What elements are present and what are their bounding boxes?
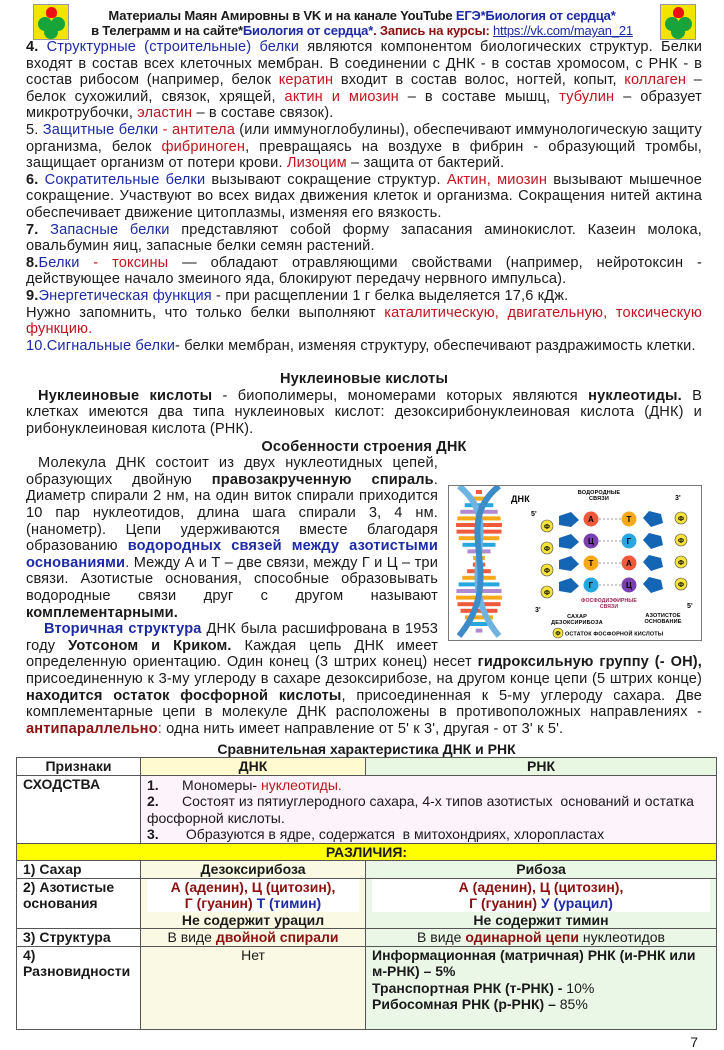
text-run: – в составе мышц,	[398, 88, 560, 105]
dna-label: ДНК	[511, 494, 530, 505]
header-line-2	[70, 23, 654, 38]
protein-function-paragraph	[26, 172, 702, 222]
table-row-differences	[17, 843, 717, 861]
dna-note: Не содержит урацил	[181, 911, 325, 928]
text-run: – образует микротрубочки,	[26, 88, 702, 122]
text-run: представляют собой форму запасания аминокислот. Казеин молока, овальбумин яиц, запасные белки семян растений.	[26, 221, 702, 255]
text-run: одинарной цепи	[465, 929, 579, 946]
table-row-sugar	[17, 861, 717, 879]
phosphate-letter: Ф	[543, 590, 551, 598]
dna-value	[141, 929, 366, 947]
phosphodiester-label: ФОСФОДИЭФИРНЫЕ	[581, 598, 637, 605]
protein-function-paragraph	[26, 288, 702, 305]
text-run: Актин, миозин	[446, 171, 548, 188]
row-label: 2) Азотистые основания	[17, 878, 141, 929]
table-row-similarities	[17, 775, 717, 843]
text-run: тубулин	[559, 88, 615, 105]
row-label: 4) Разновидности	[17, 946, 141, 1029]
text-run: Информационная (матричная) РНК (и-РНК или м-РНК) – 5%	[372, 946, 696, 980]
phosphate-letter: Ф	[677, 538, 685, 546]
base-letter: Ц	[626, 581, 632, 591]
base-label: АЗОТИСТОЕ	[645, 613, 681, 620]
header-channel: ЕГЭ*Биология от сердца*	[455, 8, 616, 23]
text-run: Защитные белки	[42, 121, 159, 138]
base-label: ОСНОВАНИЕ	[644, 619, 682, 626]
text-run: - биополимеры, мономерами которых являются	[212, 387, 589, 404]
text-run: 6.	[26, 171, 45, 188]
text-run: вызывают мышечное сокращение. Участвуют во всех видах движения клеток и организма. Сокращения нитей актина обеспечивает движение цитоплазмы, изменяя его вязкость.	[26, 171, 702, 221]
dna-rna-comparison-table	[16, 741, 717, 1030]
text-run: Г (гуанин)	[469, 895, 541, 912]
table-header-row	[17, 758, 717, 776]
sugar-pentagon	[559, 534, 579, 549]
phosphate-letter: Ф	[543, 546, 551, 554]
text-run: Мономеры-	[158, 776, 261, 793]
table-row-kinds	[17, 946, 717, 1029]
protein-function-paragraph	[26, 338, 702, 355]
nucleic-section	[26, 371, 702, 737]
text-run: - токсины	[79, 254, 169, 271]
text-run: 5.	[26, 121, 43, 138]
table-row-structure	[17, 929, 717, 947]
text-run: ДНК была расшифрована в 1953 году	[26, 621, 438, 654]
text-run: 10.Сигнальные белки	[26, 337, 176, 354]
text-run: Транспортная РНК (т-РНК) -	[372, 979, 567, 996]
logo-left	[33, 4, 69, 40]
protein-functions	[26, 39, 702, 354]
base-pair-rung	[476, 629, 483, 633]
text-run: .	[125, 554, 130, 571]
phosphate-letter: Ф	[543, 568, 551, 576]
sugar-pentagon	[559, 556, 579, 571]
text-run: - при расщеплении 1 г белка выделяется 17,6 кДж.	[211, 287, 569, 304]
text-run: являются компонентом биологических структур. Белки входят в состав всех клеточных мембран. В соединении с ДНК - в состав хромосом, с РНК - в состав рибосом (например, белок	[26, 39, 702, 89]
text-run: А (аденин), Ц (цитозин),	[458, 878, 624, 895]
dna-structure-figure	[448, 485, 702, 641]
text-run: 7.	[26, 221, 51, 238]
text-run: находится остаток фосфорной кислоты	[26, 687, 342, 704]
text-run: Рибосомная РНК (р-РНК) –	[372, 996, 560, 1013]
text-run: гидроксильную группу (- ОН),	[477, 654, 702, 671]
text-run: двойной спирали	[215, 929, 339, 946]
text-run: , превращаясь на воздухе в фибрин - образующий тромбы, защищает организм от потери крови.	[26, 138, 703, 172]
text-run: 2.	[147, 793, 159, 810]
header-line-1	[70, 8, 654, 23]
row-label: СХОДСТВА	[17, 775, 141, 843]
protein-function-paragraph	[26, 122, 702, 172]
col-header-rna: РНК	[366, 758, 717, 776]
five-prime-label: 5'	[531, 511, 537, 519]
text-run: 85%	[559, 996, 588, 1013]
text-run: У (урацил)	[540, 895, 613, 912]
three-prime-label: 3'	[535, 607, 541, 615]
text-run: – защита от бактерий.	[346, 155, 505, 172]
text-run: Лизоцим	[286, 155, 347, 172]
base-letter: А	[626, 559, 632, 569]
base-letter: Т	[626, 515, 632, 525]
text-run: 1.	[147, 776, 159, 793]
sugar-label: ДЕЗОКСИРИБОЗА	[551, 620, 603, 627]
row-label: 3) Структура	[17, 929, 141, 947]
text-run: нуклеотидов	[579, 929, 665, 946]
rna-value	[366, 878, 717, 929]
text-run: Белки	[38, 254, 80, 271]
base-pair-rung	[470, 622, 487, 626]
text-run: Запасные белки	[50, 221, 170, 238]
text-run: Вторичная структура	[44, 621, 202, 638]
five-prime-label: 5'	[687, 603, 693, 611]
text-run: входит в состав волос, ногтей, копыт,	[333, 72, 625, 89]
logo-right	[660, 4, 696, 40]
text-run: 9.	[26, 287, 39, 304]
text-run: фибриноген	[161, 138, 246, 155]
text-run: нуклеотиды.	[260, 776, 342, 793]
rna-value	[366, 946, 717, 1029]
phosphate-letter: Ф	[555, 631, 561, 638]
sugar-pentagon	[643, 533, 663, 549]
text-run: - белки мембран, изменяя структуру, обеспечивают раздражимость клетки.	[175, 337, 696, 354]
phosphate-letter: Ф	[677, 582, 685, 590]
text-run: , присоединенная к 5-му углероду сахара. Две комплементарные цепи в молекуле ДНК расположены в противоположных направлениях -	[26, 687, 702, 721]
text-run: кератин	[278, 72, 334, 89]
similarity-item	[147, 777, 710, 794]
rna-value	[366, 929, 717, 947]
text-run: 10%	[566, 979, 595, 996]
phosphate-letter: Ф	[543, 524, 551, 532]
base-letter: Т	[588, 559, 594, 569]
text-run: правозакрученную спираль	[211, 471, 434, 488]
text-run: (или иммуноглобулины), обеспечивают иммунологическую защиту организма, белок	[26, 121, 702, 155]
text-run: В виде	[417, 929, 466, 946]
base-letter: А	[588, 515, 594, 525]
text-run: 8.	[26, 254, 39, 271]
text-run: Т (тимин)	[256, 895, 322, 912]
text-run: коллаген	[624, 72, 687, 89]
text-run: Нуклеиновые кислоты	[38, 387, 213, 404]
text-run: В виде	[167, 929, 216, 946]
sugar-pentagon	[559, 512, 579, 527]
text-run: Сократительные белки	[44, 171, 206, 188]
sugar-pentagon	[643, 511, 663, 527]
rna-note: Не содержит тимин	[473, 911, 609, 928]
page-content	[23, 39, 703, 1050]
helix-strand	[459, 486, 499, 636]
text-run: Состоят из пятиуглеродного сахара, 4-х типов азотистых оснований и остатка фосфорной кислоты.	[147, 793, 698, 826]
base-pair-rung	[476, 490, 482, 494]
dna-value	[141, 878, 366, 929]
text-run: Образуются в ядре, содержатся в митохондриях, хлоропластах	[158, 826, 605, 843]
table-row-bases	[17, 878, 717, 929]
text-run: 4.	[26, 39, 47, 55]
text-run: А (аденин), Ц (цитозин),	[170, 878, 336, 895]
text-run: Нужно запомнить, что только белки выполняют	[26, 304, 385, 321]
header-text: в Телеграмм и на сайте*	[91, 23, 243, 38]
text-run: Энергетическая функция	[38, 287, 212, 304]
text-run: нуклеотиды.	[588, 387, 682, 404]
text-run: комплементарными.	[26, 604, 179, 621]
dna-bases	[147, 879, 359, 912]
text-run: вызывают сокращение структур.	[205, 171, 447, 188]
table-title: Сравнительная характеристика ДНК и РНК	[217, 741, 516, 758]
rna-value: Рибоза	[366, 861, 717, 879]
dna-diagram	[449, 486, 701, 640]
sugar-label: САХАР	[567, 614, 587, 621]
text-run: актин и миозин	[284, 88, 399, 105]
dna-title: Особенности строения ДНК	[261, 438, 467, 455]
text-run: . Диаметр спирали 2 нм, на один виток спирали приходится 10 пар нуклеотидов, длина шага спирали 3, 4 нм. (нанометр). Цепи удерживаются вместе благодаря образованию	[26, 471, 439, 555]
protein-function-paragraph	[26, 39, 702, 122]
text-run: Каждая цепь ДНК имеет определенную ориентацию. Один конец (3 штрих конец) несет	[26, 637, 478, 671]
text-run: - антитела	[158, 121, 235, 138]
text-run: Структурные (строительные) белки	[46, 39, 300, 55]
header-courses: . Запись на курсы:	[373, 23, 494, 38]
text-run: :	[157, 720, 162, 737]
protein-function-paragraph	[26, 255, 702, 288]
text-run: Г (гуанин)	[184, 895, 257, 912]
text-run: каталитическую, двигательную, токсическую функцию.	[26, 304, 702, 338]
text-run: – в составе связок).	[192, 105, 334, 122]
header-site: Биология от сердца*	[242, 23, 374, 38]
phosphate-letter: Ф	[677, 516, 685, 524]
header-text: Материалы Маян Амировны в VK и на канале YouTube	[108, 8, 456, 23]
protein-function-paragraph	[26, 222, 702, 255]
text-run: Уотсоном и Криком.	[68, 637, 232, 654]
base-letter: Г	[588, 581, 594, 591]
row-label: 1) Сахар	[17, 861, 141, 879]
differences-header: РАЗЛИЧИЯ:	[17, 843, 717, 861]
dna-value: Нет	[141, 946, 366, 1029]
text-run: Молекула ДНК состоит из двух нуклеотидных цепей, образующих двойную	[26, 455, 438, 488]
base-pair-rung	[465, 503, 494, 507]
hydrogen-bonds-label: ВОДОРОДНЫЕ	[577, 490, 621, 497]
hydrogen-bonds-label: СВЯЗИ	[589, 496, 609, 503]
similarities-list	[141, 775, 717, 843]
text-run: – белок сухожилий, связок, хрящей,	[26, 72, 702, 105]
text-run: Между А и Т – две связи, между Г и Ц – три связи. Азотистые основания, способные образовывать водородные связи друг с другом называют	[26, 554, 438, 604]
base-letter: Ц	[588, 537, 594, 547]
text-run: присоединенную к 3-му углероду в сахаре дезоксирибозе, на другом конце цепи (5 штрих конце)	[26, 670, 702, 687]
dna-value: Дезоксирибоза	[141, 861, 366, 879]
col-header-features: Признаки	[17, 758, 141, 776]
sugar-pentagon	[643, 577, 663, 593]
sugar-pentagon	[643, 555, 663, 571]
section-title: Нуклеиновые кислоты	[279, 371, 449, 388]
text-run: эластин	[137, 105, 193, 122]
phosphate-legend: ОСТАТОК ФОСФОРНОЙ КИСЛОТЫ	[565, 631, 664, 638]
three-prime-label: 3'	[675, 495, 681, 503]
vk-link[interactable]: https://vk.com/mayan_21	[493, 23, 633, 38]
text-run: 3.	[147, 826, 159, 843]
similarity-item	[147, 826, 710, 843]
base-pair-rung	[461, 609, 498, 613]
nucleic-intro	[26, 388, 702, 438]
text-run: В клетках имеются два типа нуклеиновых кислот: дезоксирибонуклеиновая кислота (ДНК) и рибонуклеиновая кислота (РНК).	[26, 387, 702, 438]
text-run: — обладают отравляющими свойствами (например, нейротоксин - действующее начало змеиного яда, блокируют передачу нервного импульса).	[26, 254, 702, 288]
page-number: 7	[690, 1033, 698, 1050]
col-header-dna: ДНК	[141, 758, 366, 776]
phosphodiester-label: СВЯЗИ	[599, 604, 619, 611]
text-run: одна нить имеет направление от 5' к 3', другая - от 3' к 5'.	[161, 720, 564, 737]
rna-bases	[372, 879, 710, 912]
sugar-pentagon	[559, 578, 579, 593]
text-run: антипараллельно	[26, 720, 158, 737]
text-run: водородных связей между азотистыми основаниями	[26, 538, 438, 571]
similarity-item	[147, 793, 710, 826]
phosphate-letter: Ф	[677, 560, 685, 568]
protein-function-paragraph	[26, 305, 702, 338]
base-letter: Г	[626, 537, 632, 547]
